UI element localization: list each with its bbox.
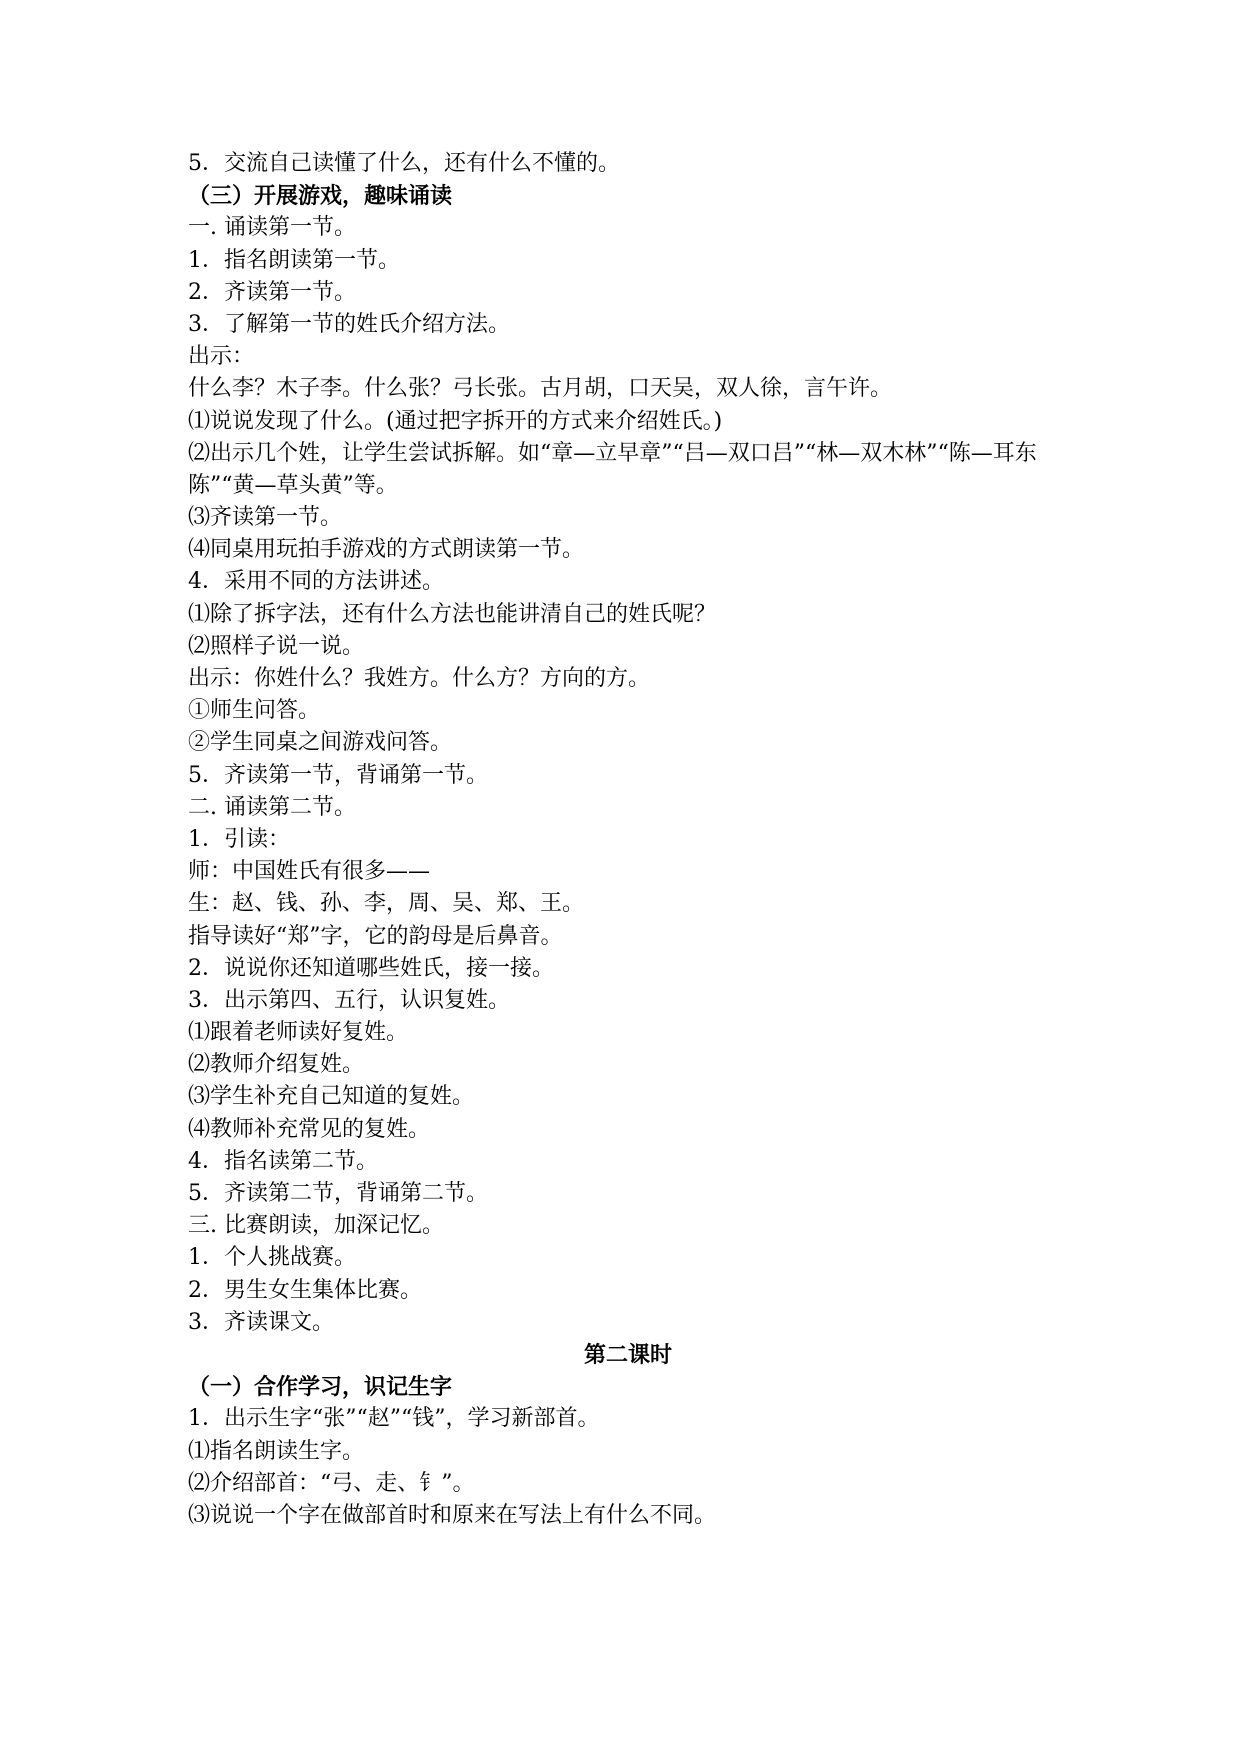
text-line: ⑴除了拆字法，还有什么方法也能讲清自己的姓氏呢？ <box>188 601 717 627</box>
text-line: 5．齐读第一节，背诵第一节。 <box>188 762 488 788</box>
text-line: 5．交流自己读懂了什么，还有什么不懂的。 <box>188 151 620 176</box>
text-line: 二. 诵读第二节。 <box>188 794 356 820</box>
text-line: 出示： <box>188 344 255 370</box>
text-line: ⑶学生补充自己知道的复姓。 <box>188 1084 475 1110</box>
text-line: 1．出示生字“张”“赵”“钱”，学习新部首。 <box>188 1406 600 1432</box>
text-line: ⑵教师介绍复姓。 <box>188 1052 365 1078</box>
section-heading: （一）合作学习，识记生字 <box>188 1374 453 1401</box>
text-line: ⑷教师补充常见的复姓。 <box>188 1116 431 1142</box>
text-line: 5．齐读第二节，背诵第二节。 <box>188 1181 488 1207</box>
text-line: 师：中国姓氏有很多—— <box>188 859 431 885</box>
text-line: 2．男生女生集体比赛。 <box>188 1277 422 1303</box>
text-line: 2．齐读第一节。 <box>188 279 356 305</box>
text-line: 3．齐读课文。 <box>188 1309 334 1335</box>
text-line: 1．引读： <box>188 826 290 852</box>
text-line: 2．说说你还知道哪些姓氏，接一接。 <box>188 955 554 981</box>
text-line: 3．出示第四、五行，认识复姓。 <box>188 987 510 1013</box>
text-line: 4．指名读第二节。 <box>188 1148 378 1174</box>
text-line: 一. 诵读第一节。 <box>188 215 356 241</box>
text-line: 1．个人挑战赛。 <box>188 1245 356 1271</box>
text-line: ⑴跟着老师读好复姓。 <box>188 1020 409 1046</box>
text-line: 三. 比赛朗读，加深记忆。 <box>188 1213 444 1239</box>
text-line: 4．采用不同的方法讲述。 <box>188 569 444 595</box>
text-line: ①师生问答。 <box>188 698 321 724</box>
text-line: ⑵介绍部首：“弓、走、钅”。 <box>188 1470 475 1496</box>
text-line: 生：赵、钱、孙、李，周、吴、郑、王。 <box>188 891 585 917</box>
text-line: ②学生同桌之间游戏问答。 <box>188 730 453 756</box>
text-line: ⑴指名朗读生字。 <box>188 1438 365 1464</box>
text-line: ⑷同桌用玩拍手游戏的方式朗读第一节。 <box>188 537 585 563</box>
text-line: ⑶说说一个字在做部首时和原来在写法上有什么不同。 <box>188 1502 717 1528</box>
text-line: 出示：你姓什么？我姓方。什么方？方向的方。 <box>188 666 651 692</box>
text-line: 什么李？木子李。什么张？弓长张。古月胡，口天吴，双人徐，言午许。 <box>188 376 893 402</box>
text-line: 指导读好“郑”字，它的韵母是后鼻音。 <box>188 923 563 949</box>
text-line: ⑶齐读第一节。 <box>188 505 343 531</box>
section-heading: （三）开展游戏，趣味诵读 <box>188 183 453 210</box>
text-line: ⑴说说发现了什么。(通过把字拆开的方式来介绍姓氏。) <box>188 408 723 434</box>
text-line: 3．了解第一节的姓氏介绍方法。 <box>188 311 510 337</box>
text-line: 1．指名朗读第一节。 <box>188 247 400 273</box>
lesson-title: 第二课时 <box>583 1341 672 1368</box>
text-paragraph: ⑵出示几个姓，让学生尝试拆解。如“章—立早章”“吕—双口吕”“林—双木林”“陈—耳东陈”“黄—草头黄”等。 <box>188 440 1037 498</box>
document-page <box>188 148 1068 1532</box>
text-line: ⑵照样子说一说。 <box>188 633 365 659</box>
